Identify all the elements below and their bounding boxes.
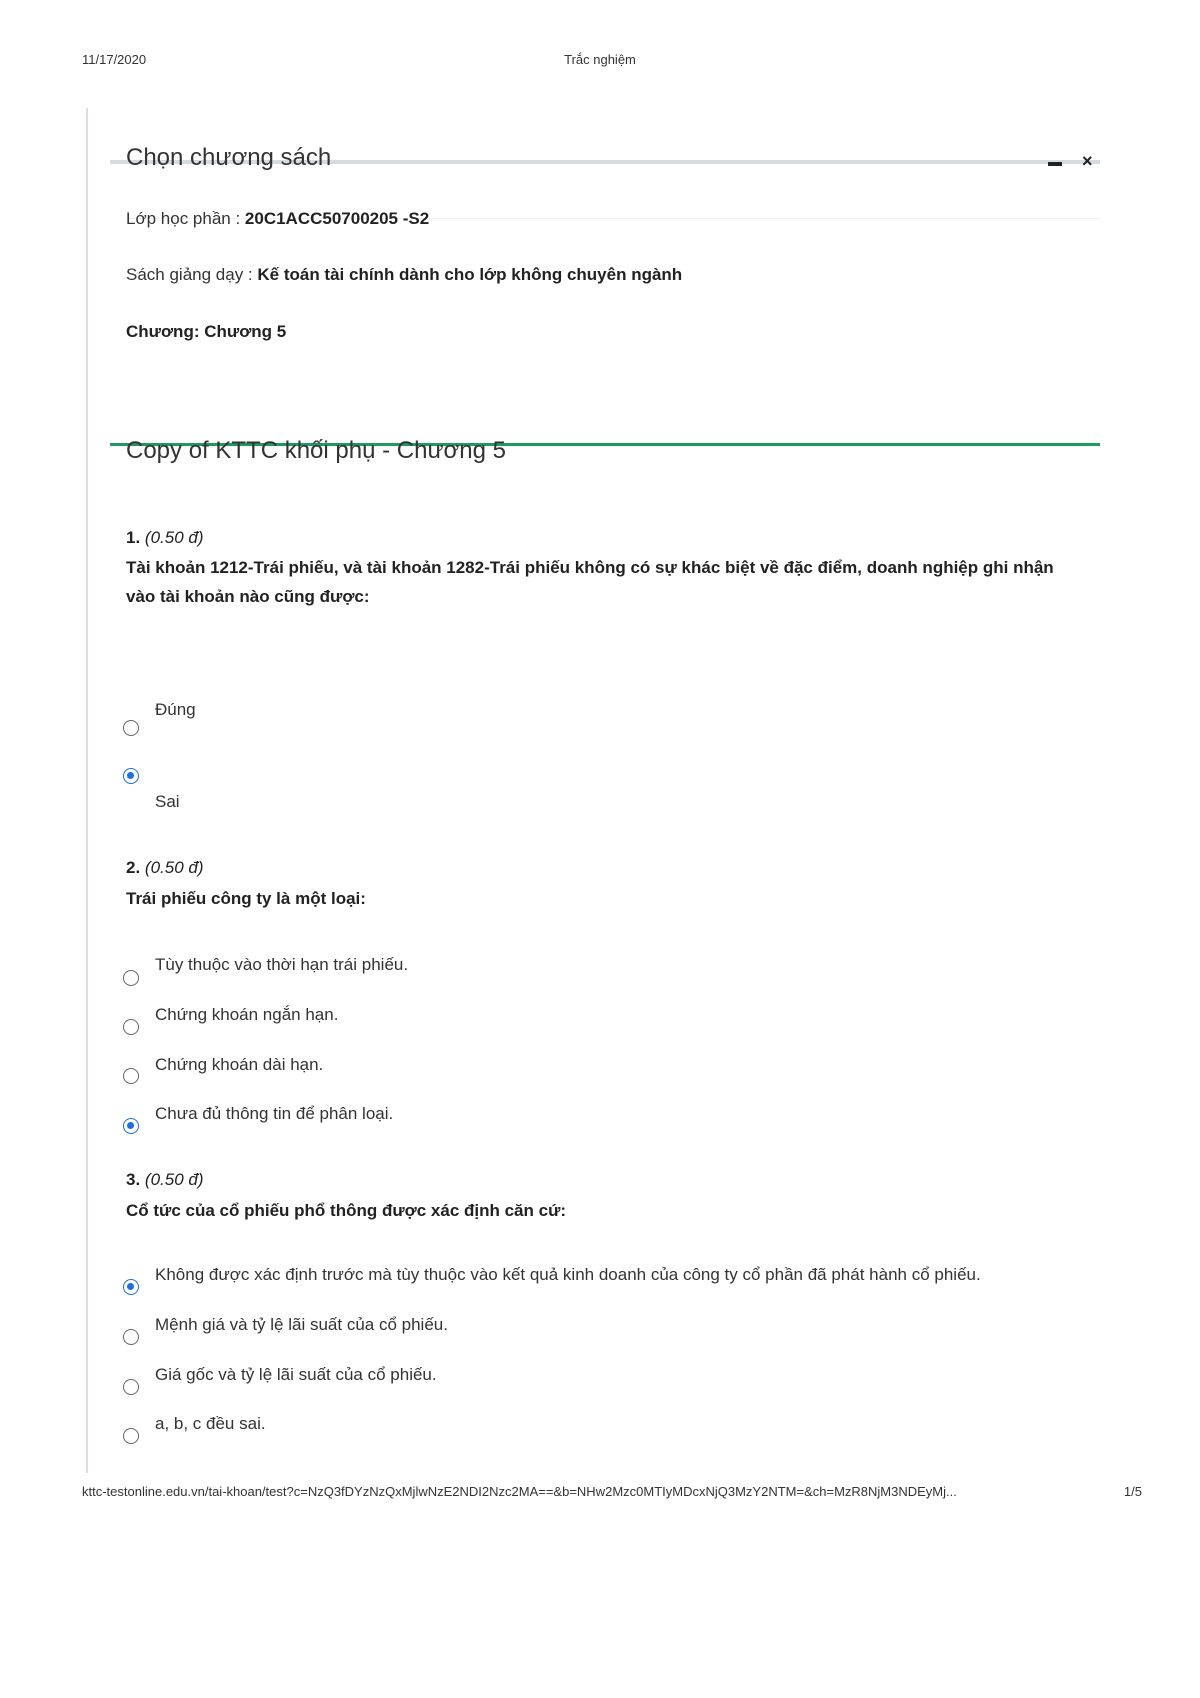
minus-icon[interactable] — [1048, 162, 1062, 166]
chapter-value: Chương 5 — [204, 322, 287, 341]
answer-option-label: Sai — [155, 792, 180, 811]
class-info — [126, 209, 429, 229]
answer-radio[interactable] — [123, 1428, 139, 1444]
answer-radio-selected[interactable] — [123, 1118, 139, 1134]
content-left-border — [86, 108, 88, 1473]
question-3-text: Cổ tức của cổ phiếu phổ thông được xác định căn cứ: — [126, 1201, 567, 1220]
answer-option-label: a, b, c đều sai. — [155, 1414, 266, 1433]
answer-radio-selected[interactable] — [123, 1279, 139, 1295]
page-url: kttc-testonline.edu.vn/tai-khoan/test?c=NzQ3fDYzNzQxMjlwNzE2NDI2Nzc2MA==&b=NHw2Mzc0MTIyMDcxNjQ3MzY2NTM=&ch=MzR8NjM3NDEyMj... — [82, 1484, 957, 1499]
chapter-info — [126, 322, 286, 342]
print-title: Trắc nghiệm — [564, 52, 636, 67]
answer-option-label: Giá gốc và tỷ lệ lãi suất của cổ phiếu. — [155, 1365, 437, 1384]
panel-title: Chọn chương sách — [126, 144, 332, 171]
question-2-header — [126, 858, 204, 878]
chapter-label: Chương: — [126, 322, 205, 341]
question-3-header — [126, 1170, 204, 1190]
answer-radio[interactable] — [123, 1329, 139, 1345]
question-points: (0.50 đ) — [144, 858, 204, 877]
answer-radio[interactable] — [123, 1379, 139, 1395]
answer-option-label: Chứng khoán dài hạn. — [155, 1055, 324, 1074]
answer-option-label: Tùy thuộc vào thời hạn trái phiếu. — [155, 955, 409, 974]
answer-option-label: Chưa đủ thông tin để phân loại. — [155, 1104, 394, 1123]
print-date: 11/17/2020 — [82, 52, 147, 67]
print-footer — [82, 1484, 1142, 1499]
question-points: (0.50 đ) — [144, 1170, 204, 1189]
book-value: Kế toán tài chính dành cho lớp không chuyên ngành — [257, 265, 683, 284]
answer-radio[interactable] — [123, 1019, 139, 1035]
answer-option-label: Mệnh giá và tỷ lệ lãi suất của cổ phiếu. — [155, 1315, 448, 1334]
close-icon[interactable]: × — [1082, 151, 1093, 171]
answer-radio[interactable] — [123, 970, 139, 986]
question-1-text: Tài khoản 1212-Trái phiếu, và tài khoản 1282-Trái phiếu không có sự khác biệt về đặc điểm, doanh nghiệp ghi nhận vào tài khoản nào cũng được: — [126, 558, 1054, 606]
answer-radio[interactable] — [123, 720, 139, 736]
answer-option-label: Chứng khoán ngắn hạn. — [155, 1005, 339, 1024]
question-2-text: Trái phiếu công ty là một loại: — [126, 889, 366, 908]
question-number: 1. — [126, 528, 145, 547]
class-label: Lớp học phần : — [126, 209, 245, 228]
question-1-header — [126, 528, 204, 548]
question-number: 2. — [126, 858, 145, 877]
class-value: 20C1ACC50700205 -S2 — [244, 209, 430, 228]
panel-controls — [1048, 152, 1093, 170]
answer-option-label: Đúng — [155, 700, 196, 719]
answer-option-label: Không được xác định trước mà tùy thuộc vào kết quả kinh doanh của công ty cổ phần đã phát hành cổ phiếu. — [155, 1265, 981, 1284]
answer-radio[interactable] — [123, 1068, 139, 1084]
question-points: (0.50 đ) — [144, 528, 204, 547]
book-label: Sách giảng dạy : — [126, 265, 258, 284]
answer-radio-selected[interactable] — [123, 768, 139, 784]
page-number: 1/5 — [1123, 1484, 1142, 1499]
book-info — [126, 265, 682, 285]
question-number: 3. — [126, 1170, 145, 1189]
quiz-title: Copy of KTTC khối phụ - Chương 5 — [126, 437, 506, 464]
